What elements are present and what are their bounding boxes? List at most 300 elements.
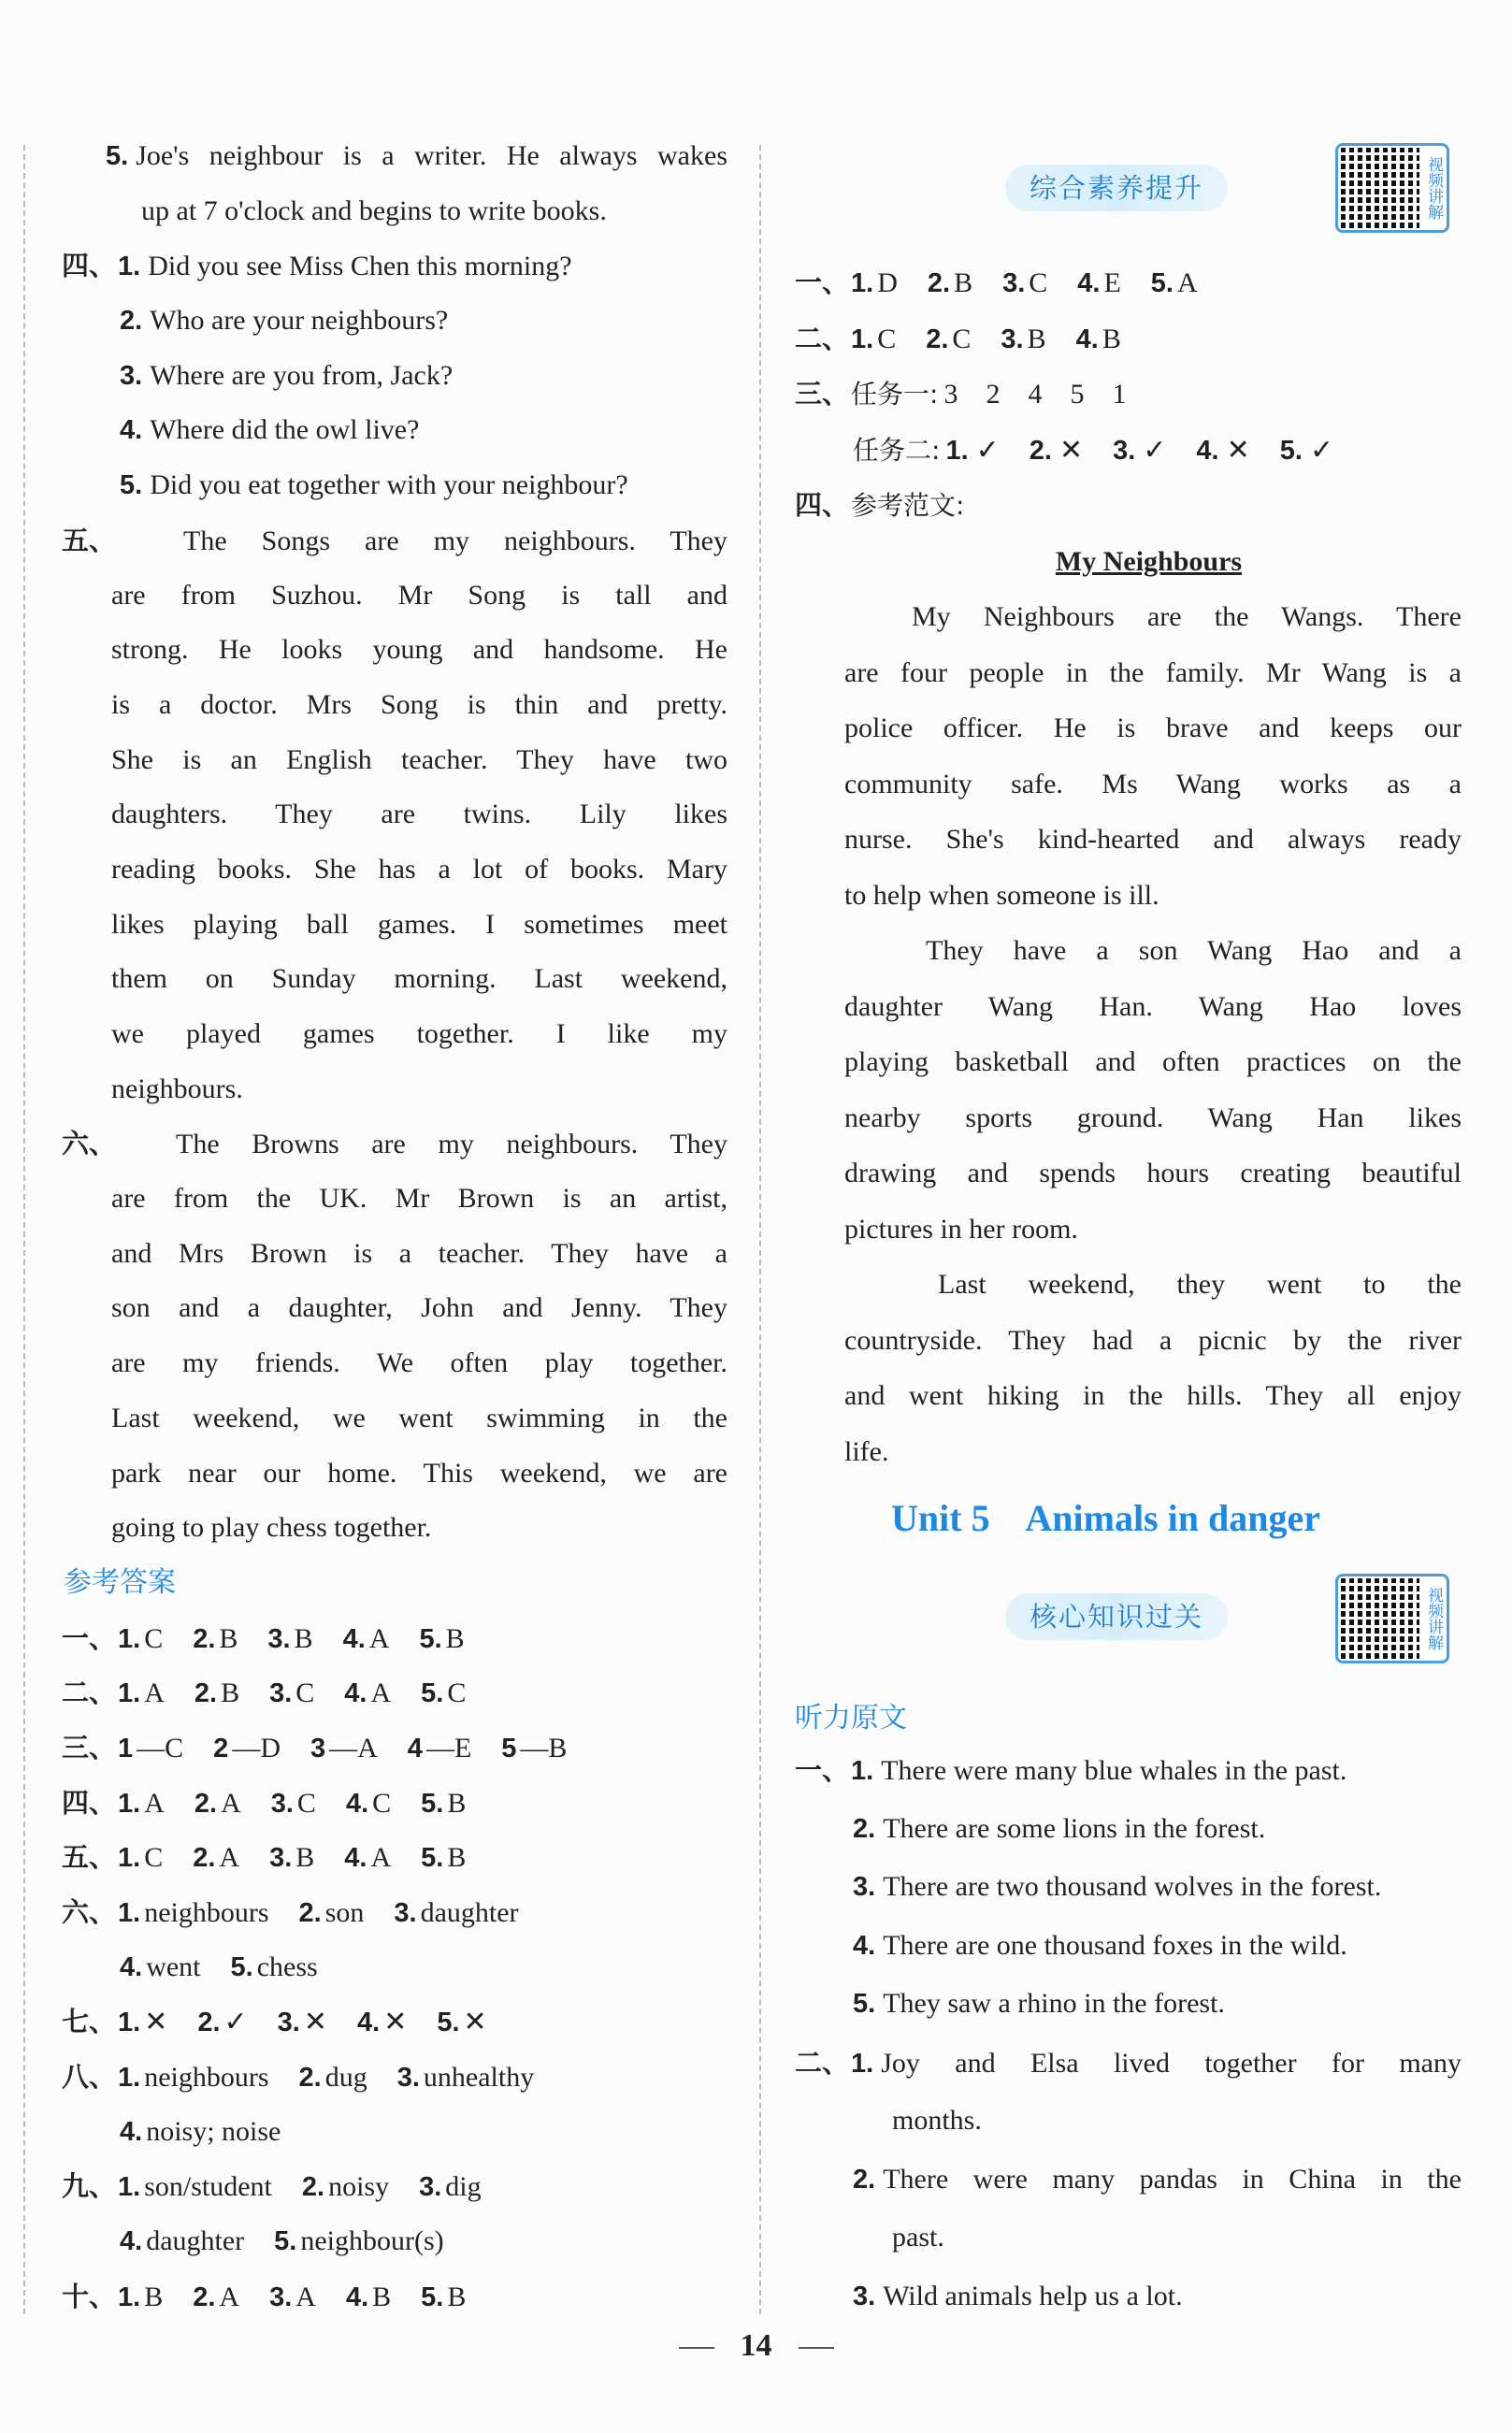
paragraph-line xyxy=(62,1007,727,1062)
answer-number: 5. xyxy=(421,1678,444,1709)
paragraph-line xyxy=(62,1501,727,1556)
paragraph-line xyxy=(795,1368,1462,1424)
paragraph-line xyxy=(795,1034,1462,1090)
answer-value: B xyxy=(219,1622,238,1654)
item-text: They saw a rhino in the forest. xyxy=(883,1988,1225,2019)
answer-value: unhealthy xyxy=(423,2062,535,2094)
answer-number: 3. xyxy=(267,1623,291,1654)
section-badge-comprehensive: 综合素养提升 xyxy=(1005,165,1228,211)
line-text: park near our home. This weekend, we are xyxy=(111,1457,727,1489)
answer-value: A xyxy=(144,1787,165,1819)
qr-code-video[interactable] xyxy=(1335,143,1449,233)
listening-line xyxy=(795,2209,1462,2267)
answer-number: 1 xyxy=(118,1733,134,1764)
line-text: drawing and spends hours creating beautiful xyxy=(844,1158,1462,1188)
answer-value: D xyxy=(877,267,898,298)
line-text: are my friends. We often play together. xyxy=(111,1347,727,1379)
line-text: nurse. She's kind-hearted and always ready xyxy=(844,824,1462,855)
paragraph-line xyxy=(62,898,727,953)
item-text: Joe's neighbour is a writer. He always wakes xyxy=(136,140,727,171)
line-text: likes playing ball games. I sometimes meet xyxy=(111,908,727,940)
answer-value: son/student xyxy=(144,2171,272,2203)
answer-value: C xyxy=(952,323,972,354)
answer-number: 4. xyxy=(1196,435,1219,466)
item-number: 4. xyxy=(853,1930,876,1961)
answer-line xyxy=(62,2050,727,2105)
answer-value: went xyxy=(146,1951,201,1982)
answer-number: 1. xyxy=(118,2008,141,2038)
answer-number: 2. xyxy=(301,2172,325,2203)
answer-item xyxy=(118,1623,163,1654)
paragraph-line xyxy=(795,979,1462,1035)
answer-number: 1. xyxy=(118,2282,141,2312)
answer-item xyxy=(421,2282,466,2312)
answer-value: B xyxy=(1102,323,1121,354)
answer-item xyxy=(299,1897,365,1928)
item-number: 2. xyxy=(120,306,143,337)
line-text: neighbours. xyxy=(111,1073,243,1104)
answer-item xyxy=(310,1733,378,1764)
answer-number: 2. xyxy=(193,2282,216,2312)
left-column xyxy=(62,129,727,2325)
answer-item xyxy=(118,1788,165,1819)
answer-number: 2. xyxy=(194,1678,218,1709)
answer-number: 4. xyxy=(120,1951,143,1982)
line-text: to help when someone is ill. xyxy=(844,879,1159,911)
paragraph-line xyxy=(62,1391,727,1447)
answer-item xyxy=(344,1677,391,1708)
answer-value: A xyxy=(370,1677,392,1709)
answer-number: 5. xyxy=(421,2282,444,2312)
paragraph-line xyxy=(795,1202,1462,1258)
answer-number: 3. xyxy=(394,1898,417,1928)
answer-item xyxy=(193,2282,239,2312)
answer-item xyxy=(193,1623,238,1654)
item-text: past. xyxy=(892,2222,944,2253)
task-one-line xyxy=(795,367,1462,423)
line-text: They have a son Wang Hao and a xyxy=(926,935,1462,966)
answer-number: 5. xyxy=(421,1843,444,1874)
answer-item xyxy=(928,267,972,298)
item-number: 5. xyxy=(106,141,129,171)
section-label: 三、 xyxy=(62,1731,117,1764)
answer-number: 2. xyxy=(298,2063,322,2094)
answer-item xyxy=(421,1788,466,1819)
answer-item xyxy=(271,1788,316,1819)
answer-item xyxy=(269,2282,316,2312)
answer-item xyxy=(120,2225,244,2256)
answer-item xyxy=(1196,435,1249,466)
answer-value: ✓ xyxy=(1309,434,1334,466)
section-label: 五、 xyxy=(62,1841,117,1874)
task-answer: 3 2 4 5 1 xyxy=(943,379,1127,410)
line-text: and went hiking in the hills. They all enjoy xyxy=(844,1380,1462,1411)
answer-value: dug xyxy=(324,2062,367,2094)
paragraph-line xyxy=(62,1116,727,1172)
left-margin-divider xyxy=(23,145,25,2314)
line-text: are four people in the family. Mr Wang is a xyxy=(844,656,1462,688)
right-column xyxy=(795,255,1462,1479)
line-text: is a doctor. Mrs Song is thin and pretty. xyxy=(111,688,727,720)
answer-value: neighbours xyxy=(144,2062,269,2094)
answer-number: 1. xyxy=(118,2063,141,2094)
answer-item xyxy=(302,2171,389,2202)
answer-item xyxy=(213,1733,281,1764)
answer-value: —C xyxy=(137,1732,184,1764)
item-number: 3. xyxy=(853,2281,876,2311)
answer-number: 3. xyxy=(396,2063,420,2094)
paragraph-line xyxy=(62,623,727,678)
answer-line xyxy=(62,1994,727,2050)
answer-value: B xyxy=(295,1842,315,1874)
answer-number: 2. xyxy=(193,1623,216,1654)
answer-item xyxy=(419,1623,464,1654)
qr-code-icon xyxy=(1341,148,1419,228)
answer-value: chess xyxy=(256,1951,318,1982)
qr-label: 视频讲解 xyxy=(1424,1587,1443,1650)
question-item xyxy=(62,129,727,184)
answer-number: 3. xyxy=(269,2282,293,2312)
page-number xyxy=(0,2328,1512,2364)
answer-item xyxy=(357,2007,407,2037)
answer-item xyxy=(851,324,896,354)
line-text: police officer. He is brave and keeps our xyxy=(844,713,1462,743)
answer-number: 1. xyxy=(851,268,874,298)
answer-value: neighbours xyxy=(144,1897,269,1928)
answer-line xyxy=(62,1720,727,1776)
answer-number: 1. xyxy=(851,324,874,354)
answer-value: C xyxy=(296,1787,316,1819)
answer-number: 5. xyxy=(230,1951,253,1982)
answer-item xyxy=(408,1733,471,1764)
section-label: 一、 xyxy=(795,266,850,298)
question-item xyxy=(62,403,727,458)
paragraph-line xyxy=(795,589,1462,645)
answer-item xyxy=(193,1842,239,1873)
answer-item xyxy=(397,2062,535,2093)
section-label: 一、 xyxy=(62,1621,117,1654)
answer-item xyxy=(267,1623,312,1654)
item-number: 1. xyxy=(851,2048,874,2079)
answer-item xyxy=(1001,324,1045,354)
listening-line xyxy=(795,2151,1462,2210)
answer-item xyxy=(118,2171,272,2202)
answer-value: B xyxy=(1027,323,1046,354)
answer-value: B xyxy=(372,2281,392,2312)
section-label: 六、 xyxy=(62,1128,117,1160)
paragraph-line xyxy=(795,756,1462,813)
item-text: months. xyxy=(892,2105,982,2136)
answer-line xyxy=(62,2269,727,2325)
answer-number: 3. xyxy=(1001,324,1024,354)
paragraph-line xyxy=(62,678,727,733)
item-text: Where are you from, Jack? xyxy=(150,359,454,391)
answer-number: 2. xyxy=(926,324,949,354)
answer-item xyxy=(945,435,999,466)
answer-value: A xyxy=(219,2281,240,2312)
answer-number: 3. xyxy=(419,2172,442,2203)
answer-line xyxy=(62,1776,727,1831)
answer-number: 4. xyxy=(345,1788,369,1819)
section-label: 二、 xyxy=(62,1677,117,1709)
answer-line xyxy=(62,2214,727,2269)
answer-number: 3. xyxy=(277,2008,300,2038)
answer-number: 4. xyxy=(342,1623,366,1654)
section-label: 十、 xyxy=(62,2280,117,2312)
section-label: 四、 xyxy=(62,250,117,282)
answer-number: 1. xyxy=(118,1898,141,1928)
paragraph-line xyxy=(795,645,1462,701)
answer-number: 3. xyxy=(1113,435,1136,466)
item-text: Who are your neighbours? xyxy=(150,305,449,337)
question-item xyxy=(62,349,727,404)
item-text: Where did the owl live? xyxy=(150,414,420,446)
answer-value: noisy; noise xyxy=(146,2115,281,2147)
answer-item xyxy=(197,2007,247,2037)
listening-line xyxy=(795,1741,1462,1800)
answer-item xyxy=(120,1951,201,1982)
paragraph-line xyxy=(795,1424,1462,1480)
answer-number: 1. xyxy=(118,1623,141,1654)
line-text: daughter Wang Han. Wang Hao loves xyxy=(844,990,1462,1022)
line-text: pictures in her room. xyxy=(844,1213,1078,1245)
line-text: The Browns are my neighbours. They xyxy=(176,1129,727,1160)
answer-line xyxy=(62,1830,727,1885)
answer-number: 3 xyxy=(310,1733,326,1764)
listening-line xyxy=(795,1917,1462,1976)
listening-line xyxy=(795,1858,1462,1917)
listening-line xyxy=(795,1975,1462,2034)
paragraph-line xyxy=(62,513,727,569)
answer-line xyxy=(62,2105,727,2160)
answer-number: 5. xyxy=(1150,268,1174,298)
answer-item xyxy=(926,324,971,354)
answer-number: 1. xyxy=(945,435,969,466)
answer-value: ✕ xyxy=(303,2007,327,2038)
answer-number: 5 xyxy=(501,1733,517,1764)
answer-number: 2. xyxy=(197,2008,221,2038)
line-text: She is an English teacher. They have two xyxy=(111,743,727,775)
answer-number: 1. xyxy=(118,1788,141,1819)
answer-item xyxy=(421,1677,466,1708)
column-divider xyxy=(759,145,761,2314)
paragraph-line xyxy=(62,842,727,898)
line-text: My Neighbours are the Wangs. There xyxy=(912,601,1462,632)
label-text: 参考范文: xyxy=(851,490,965,521)
answer-item xyxy=(1151,267,1198,298)
line-text: Last weekend, they went to the xyxy=(938,1269,1462,1300)
item-text: There are some lions in the forest. xyxy=(883,1812,1266,1844)
answer-number: 3. xyxy=(1002,268,1026,298)
unit-heading xyxy=(891,1496,1320,1540)
line-text: reading books. She has a lot of books. Mary xyxy=(111,853,727,885)
answer-line xyxy=(62,2159,727,2214)
unit-title: Animals in danger xyxy=(1025,1497,1320,1539)
paragraph-line xyxy=(62,733,727,788)
answer-line xyxy=(62,1611,727,1666)
answer-number: 2. xyxy=(298,1898,322,1928)
answer-value: ✕ xyxy=(144,2007,168,2038)
answer-item xyxy=(394,1897,518,1928)
section-badge-core: 核心知识过关 xyxy=(1005,1593,1228,1640)
item-text: There are one thousand foxes in the wild. xyxy=(883,1929,1347,1961)
sample-essay-label xyxy=(795,478,1462,534)
answer-item xyxy=(437,2007,486,2037)
answer-value: C xyxy=(372,1787,392,1819)
paragraph-line xyxy=(795,1090,1462,1146)
listening-heading: 听力原文 xyxy=(795,1702,907,1735)
answer-value: daughter xyxy=(420,1897,519,1928)
answer-value: B xyxy=(294,1622,313,1654)
answer-number: 2 xyxy=(213,1733,229,1764)
task-label: 任务二: xyxy=(853,434,941,466)
answer-value: B xyxy=(221,1677,240,1709)
line-text: Last weekend, we went swimming in the xyxy=(111,1402,727,1433)
answer-item xyxy=(346,2282,391,2312)
answer-number: 2. xyxy=(193,1843,216,1874)
answer-item xyxy=(344,1842,391,1873)
section-label: 九、 xyxy=(62,2170,117,2203)
answer-item xyxy=(118,1897,269,1928)
item-text: There were many pandas in China in the xyxy=(883,2163,1462,2195)
answer-item xyxy=(120,2116,281,2147)
answer-value: dig xyxy=(445,2171,482,2203)
answers-heading: 参考答案 xyxy=(64,1565,176,1599)
answer-item xyxy=(118,2062,269,2093)
listening-line xyxy=(795,2034,1462,2093)
question-item xyxy=(62,294,727,349)
item-text: Joy and Elsa lived together for many xyxy=(881,2047,1462,2079)
answer-item xyxy=(419,2171,482,2202)
answer-item xyxy=(118,1842,163,1873)
answer-value: B xyxy=(144,2281,164,2312)
answer-value: ✓ xyxy=(975,434,1000,466)
item-number: 2. xyxy=(853,1813,876,1844)
answer-item xyxy=(1076,324,1121,354)
task-two-line xyxy=(795,423,1462,479)
item-number: 1. xyxy=(118,252,141,282)
answer-number: 1. xyxy=(118,1678,141,1709)
answer-item xyxy=(269,1842,314,1873)
paragraph-line xyxy=(795,923,1462,979)
answer-value: ✕ xyxy=(463,2007,487,2038)
answer-number: 1. xyxy=(118,1843,141,1874)
item-number: 4. xyxy=(120,415,143,446)
paragraph-line xyxy=(62,1447,727,1502)
answer-value: C xyxy=(1029,267,1048,298)
line-text: life. xyxy=(844,1435,889,1467)
answer-number: 5. xyxy=(437,2008,460,2038)
qr-code-video-2[interactable] xyxy=(1335,1574,1449,1663)
answer-line xyxy=(62,1665,727,1720)
answer-item xyxy=(118,2282,163,2312)
item-text: There are two thousand wolves in the forest. xyxy=(883,1871,1382,1902)
answer-value: ✕ xyxy=(383,2007,408,2038)
answer-number: 4. xyxy=(344,1843,367,1874)
line-text: we played games together. I like my xyxy=(111,1018,727,1049)
answer-number: 4. xyxy=(120,2116,143,2147)
listening-line xyxy=(795,1800,1462,1859)
answer-number: 2. xyxy=(194,1788,218,1819)
answer-number: 4. xyxy=(120,2226,143,2257)
line-text: countryside. They had a picnic by the river xyxy=(844,1324,1462,1356)
answer-number: 5. xyxy=(419,1623,442,1654)
answer-number: 4 xyxy=(407,1733,423,1764)
answer-value: C xyxy=(295,1677,315,1709)
paragraph-line xyxy=(795,812,1462,868)
answer-value: C xyxy=(144,1622,164,1654)
answer-value: C xyxy=(144,1842,164,1874)
answer-number: 5. xyxy=(421,1788,444,1819)
answer-value: ✕ xyxy=(1226,434,1250,466)
paragraph-line xyxy=(795,1145,1462,1202)
paragraph-line xyxy=(62,1172,727,1227)
line-text: going to play chess together. xyxy=(111,1512,432,1544)
item-number: 3. xyxy=(853,1872,876,1902)
answer-number: 4. xyxy=(357,2008,381,2038)
answer-value: A xyxy=(368,1622,390,1654)
item-text: Wild animals help us a lot. xyxy=(883,2280,1183,2311)
answer-value: A xyxy=(295,2281,316,2312)
qr-code-icon xyxy=(1341,1578,1419,1659)
answer-number: 4. xyxy=(344,1678,367,1709)
answer-number: 3. xyxy=(269,1843,293,1874)
answer-value: ✕ xyxy=(1058,434,1084,466)
answer-line xyxy=(62,1940,727,1995)
answer-item xyxy=(299,2062,367,2093)
listening-script xyxy=(795,1741,1462,2325)
line-text: are from Suzhou. Mr Song is tall and xyxy=(111,579,727,611)
listening-line xyxy=(795,2267,1462,2326)
item-text: up at 7 o'clock and begins to write books. xyxy=(141,194,607,226)
line-text: playing basketball and often practices on the xyxy=(844,1046,1462,1077)
answer-item xyxy=(278,2007,327,2037)
answer-item xyxy=(274,2225,443,2256)
answer-line xyxy=(795,311,1462,367)
answer-number: 4. xyxy=(1075,324,1099,354)
answer-item xyxy=(118,2007,167,2037)
answer-value: E xyxy=(1103,267,1121,298)
answer-item xyxy=(1002,267,1047,298)
answer-value: daughter xyxy=(146,2225,245,2257)
answer-value: B xyxy=(445,1622,465,1654)
paragraph-line xyxy=(62,1227,727,1282)
task-label: 任务一: xyxy=(851,379,939,410)
answer-item xyxy=(346,1788,391,1819)
answer-item xyxy=(851,267,898,298)
section-label: 六、 xyxy=(62,1896,117,1928)
answer-number: 4. xyxy=(1077,268,1101,298)
line-text: are from the UK. Mr Brown is an artist, xyxy=(111,1183,727,1215)
question-item xyxy=(62,238,727,294)
answer-value: A xyxy=(221,1787,241,1819)
paragraph-line xyxy=(62,1281,727,1336)
line-text: strong. He looks young and handsome. He xyxy=(111,634,727,666)
answer-value: A xyxy=(219,1842,240,1874)
answer-item xyxy=(269,1677,314,1708)
answer-value: B xyxy=(954,267,973,298)
answer-value: —E xyxy=(425,1732,472,1764)
answer-value: C xyxy=(447,1677,467,1709)
answer-line xyxy=(795,255,1462,311)
answer-value: —A xyxy=(329,1732,378,1764)
line-text: them on Sunday morning. Last weekend, xyxy=(111,963,727,995)
answer-item xyxy=(1113,435,1166,466)
section-label: 八、 xyxy=(62,2061,117,2094)
answer-item xyxy=(1077,267,1121,298)
answer-item xyxy=(1280,435,1333,466)
paragraph-line xyxy=(795,700,1462,756)
